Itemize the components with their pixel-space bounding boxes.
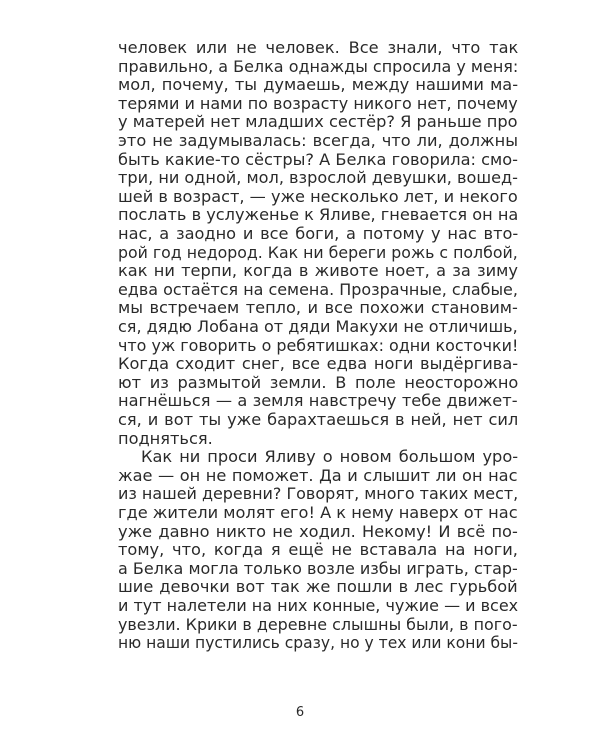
text-line: Как ни проси Яливу о новом большом уро- bbox=[141, 447, 519, 467]
text-line: это не задумывалась: всегда, что ли, должны bbox=[118, 131, 519, 150]
text-line: едва остаётся на семена. Прозрачные, слабые, bbox=[118, 279, 518, 299]
text-line: послать в услуженье к Яливе, гневается он на bbox=[118, 205, 519, 225]
text-line: нас, а заодно и все боги, а потому у нас вто- bbox=[118, 224, 519, 243]
text-line: и тут налетели на них конные, чужие — и всех bbox=[118, 596, 519, 615]
text-line: рой год недород. Как ни береги рожь с полбой, bbox=[118, 242, 518, 262]
text-line: быть какие-то сёстры? А Белка говорила: смо- bbox=[118, 149, 518, 169]
text-line: где жители молят его! А к нему наверх от нас bbox=[118, 503, 518, 522]
text-line: Когда сходит снег, все едва ноги выдёргива- bbox=[118, 354, 519, 374]
text-line: тому, что, когда я ещё не вставала на ноги, bbox=[118, 540, 518, 560]
text-line: правильно, а Белка однажды спросила у меня: bbox=[118, 56, 519, 76]
text-line: шей в возраст, — уже несколько лет, и некого bbox=[118, 186, 518, 206]
text-line: три, ни одной, мол, взрослой девушки, вошед- bbox=[118, 168, 518, 188]
text-line: жае — он не поможет. Да и слышит ли он нас bbox=[118, 465, 518, 485]
text-line: нагнёшься — а земля навстречу тебе движет- bbox=[118, 391, 518, 411]
text-line: что уж говорить о ребятишках: одни косточки! bbox=[118, 335, 519, 355]
text-line: мы встречаем тепло, и все похожи становим- bbox=[118, 298, 518, 318]
text-line: шие девочки вот так же пошли в лес гурьбой bbox=[118, 577, 518, 597]
text-line: человек или не человек. Все знали, что так bbox=[118, 38, 519, 57]
text-line: из нашей деревни? Говорят, много таких мест, bbox=[118, 484, 519, 504]
text-line: уже давно никто не ходил. Некому! И всё по- bbox=[118, 521, 518, 541]
text-line: мол, почему, ты думаешь, между нашими ма- bbox=[118, 75, 519, 95]
text-line: ню наши пустились сразу, но у тех или кони бы- bbox=[118, 633, 518, 653]
text-line: увезли. Крики в деревне слышны были, в пого- bbox=[118, 614, 518, 634]
text-line: а Белка могла только возле избы играть, стар- bbox=[118, 558, 518, 578]
page-number: 6 bbox=[295, 705, 305, 720]
text-line: ся, и вот ты уже барахтаешься в ней, нет сил bbox=[118, 410, 519, 429]
text-line: подняться. bbox=[118, 428, 213, 448]
text-line: ся, дядю Лобана от дяди Макухи не отличишь, bbox=[118, 317, 518, 336]
text-line: терями и нами по возрасту никого нет, почему bbox=[118, 93, 518, 113]
text-line: ют из размытой земли. В поле неосторожно bbox=[118, 372, 519, 392]
text-line: как ни терпи, когда в животе ноет, а за зиму bbox=[118, 261, 518, 281]
text-line: у матерей нет младших сестёр? Я раньше про bbox=[118, 112, 518, 132]
